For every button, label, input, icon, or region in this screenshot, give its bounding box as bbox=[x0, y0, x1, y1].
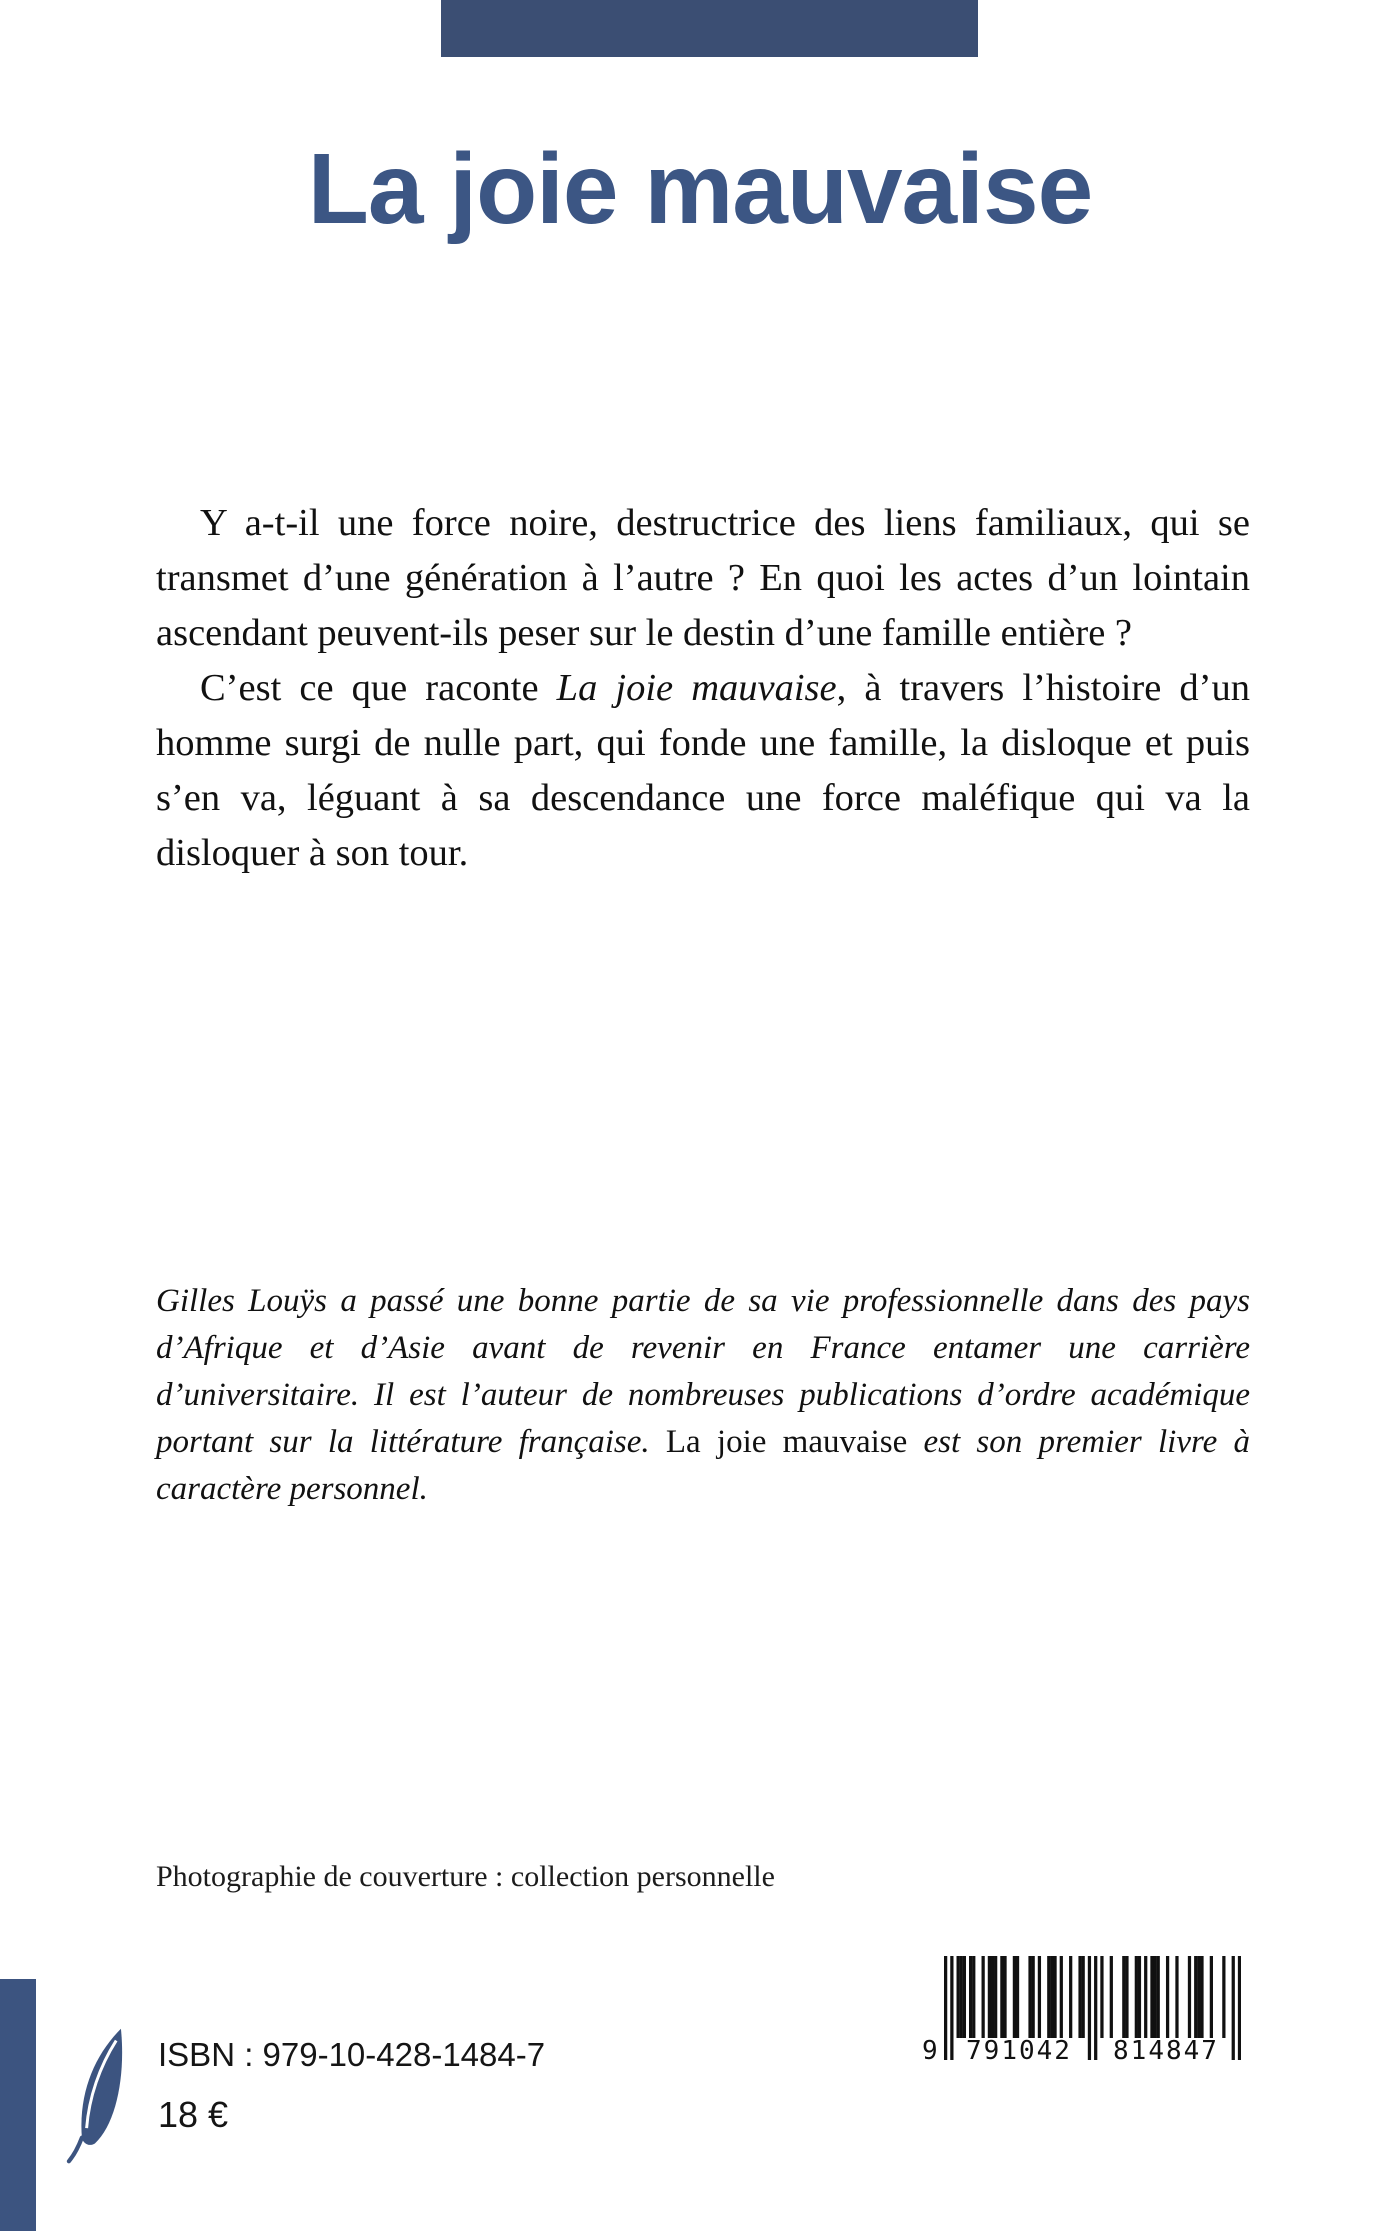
author-bio-text: Gilles Louÿs a passé une bonne partie de sa vie professionnelle dans des pays d’Afrique et d’Asie avant de revenir en France entamer une carrière d’universitaire. Il est l’auteur de nombreuses publications d’ordre académique portant sur la littérature française. bbox=[156, 1283, 1250, 1460]
isbn-text: ISBN : 979-10-428-1484-7 bbox=[158, 2036, 546, 2073]
synopsis-paragraph-2-text: C’est ce que raconte bbox=[200, 667, 557, 709]
author-bio-text-cont: est son premier livre à caractère personnel. bbox=[156, 1424, 1250, 1507]
synopsis-paragraph-1: Y a-t-il une force noire, destructrice des liens familiaux, qui se transmet d’une génération à l’autre ? En quoi les actes d’un lointain ascendant peuvent-ils peser sur le destin d’une famille entière ? bbox=[156, 502, 1250, 654]
barcode-digit-system: 9 bbox=[922, 2036, 938, 2066]
spine-accent-bar bbox=[0, 1979, 36, 2231]
price-text: 18 € bbox=[158, 2094, 229, 2135]
barcode-group-2: 814847 bbox=[1113, 2036, 1219, 2066]
top-spine-block bbox=[441, 0, 978, 57]
feather-quill-icon bbox=[66, 2024, 138, 2166]
synopsis bbox=[156, 496, 1250, 881]
author-bio bbox=[156, 1278, 1250, 1513]
barcode bbox=[922, 1956, 1244, 2074]
book-title: La joie mauvaise bbox=[307, 133, 1093, 245]
synopsis-paragraph-2 bbox=[156, 661, 1250, 881]
photo-credit: Photographie de couverture : collection personnelle bbox=[156, 1860, 775, 1893]
bio-book-title-mention: La joie mauvaise bbox=[665, 1424, 908, 1460]
synopsis-paragraph-2-text-cont: , à travers l’histoire d’un homme surgi de nulle part, qui fonde une famille, la disloque et puis s’en va, léguant à sa descendance une force maléfique qui va la disloquer à son tour. bbox=[156, 667, 1250, 874]
synopsis-book-title-mention: La joie mauvaise bbox=[556, 667, 837, 709]
barcode-group-1: 791042 bbox=[966, 2036, 1072, 2066]
